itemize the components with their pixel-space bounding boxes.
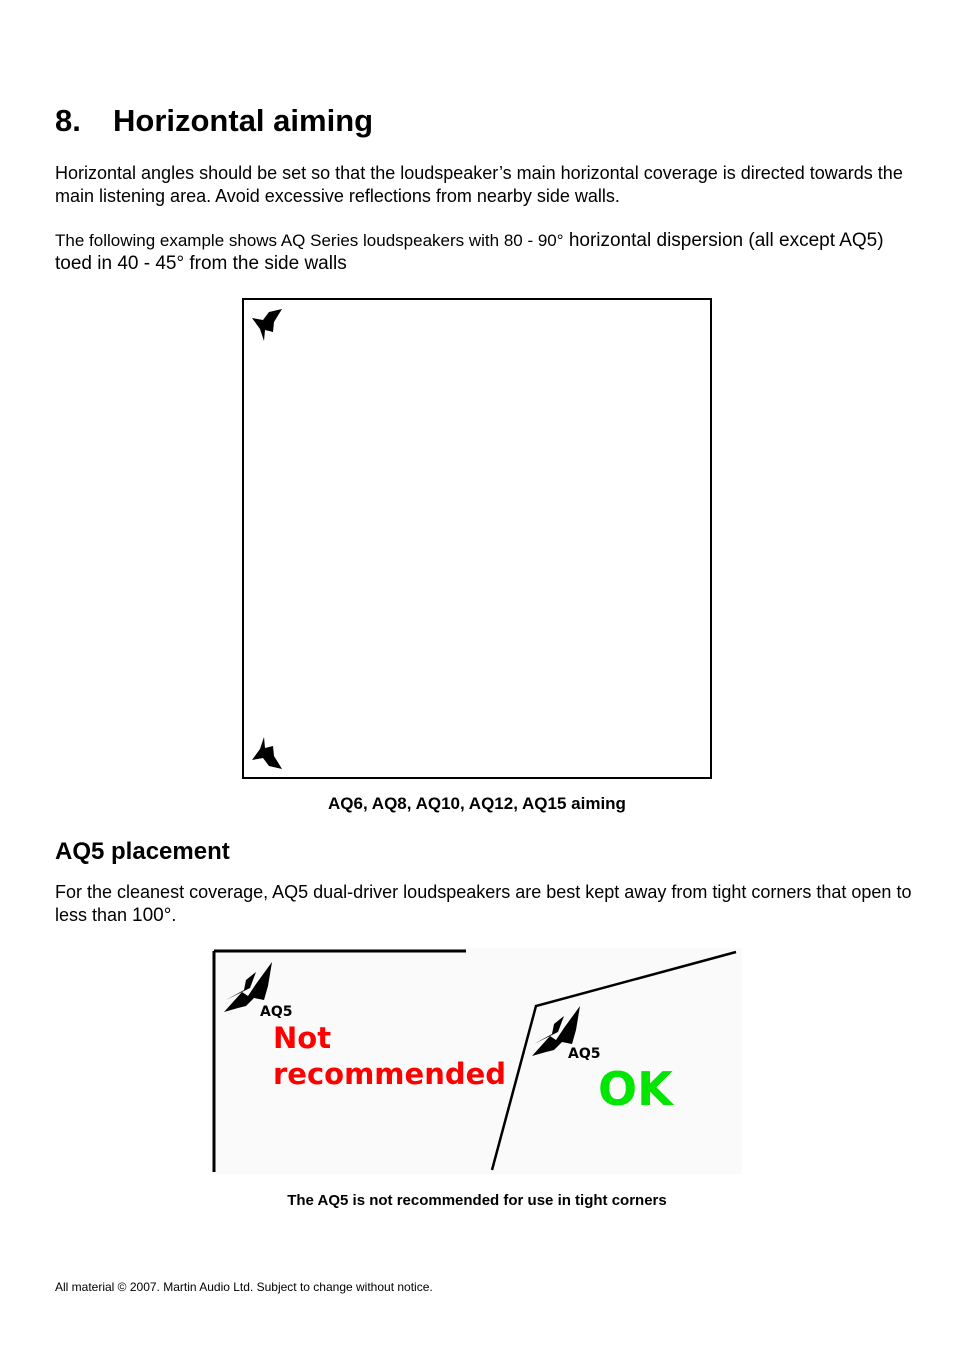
aiming-diagram (242, 298, 712, 779)
corner-placement-diagram (212, 948, 742, 1174)
section-title: Horizontal aiming (113, 103, 374, 138)
aq5-paragraph-text: For the cleanest coverage, AQ5 dual-driver loudspeakers are best kept away from tight corners that open to less than (55, 882, 912, 925)
example-paragraph (55, 229, 915, 275)
not-recommended-line1: Not (273, 1021, 332, 1055)
figure-2-caption: The AQ5 is not recommended for use in tight corners (287, 1192, 667, 1209)
intro-paragraph: Horizontal angles should be set so that the loudspeaker’s main horizontal coverage is directed towards the main listening area. Avoid excessive reflections from nearby side walls. (55, 163, 903, 206)
figure-1-caption: AQ6, AQ8, AQ10, AQ12, AQ15 aiming (328, 794, 626, 813)
left-aq5-label: AQ5 (260, 1004, 293, 1020)
aq5-paragraph-degrees: 100° (132, 905, 172, 926)
aq5-subheading: AQ5 placement (55, 838, 230, 865)
aq5-paragraph (55, 881, 915, 927)
example-paragraph-part-a: The following example shows AQ Series loudspeakers with 80 - 90° (55, 231, 564, 250)
not-recommended-line2: recommended (273, 1057, 507, 1091)
footer-copyright: All material © 2007. Martin Audio Ltd. Subject to change without notice. (55, 1280, 433, 1294)
example-paragraph-part-b: horizontal dispersion (all except AQ5) toed in 40 - 45° from the side walls (55, 230, 884, 274)
aq5-paragraph-end: . (171, 905, 177, 925)
ok-label: OK (598, 1062, 673, 1116)
room-outline (243, 299, 711, 778)
right-aq5-label: AQ5 (568, 1046, 601, 1062)
section-heading (55, 103, 373, 139)
section-number: 8. (55, 103, 81, 138)
